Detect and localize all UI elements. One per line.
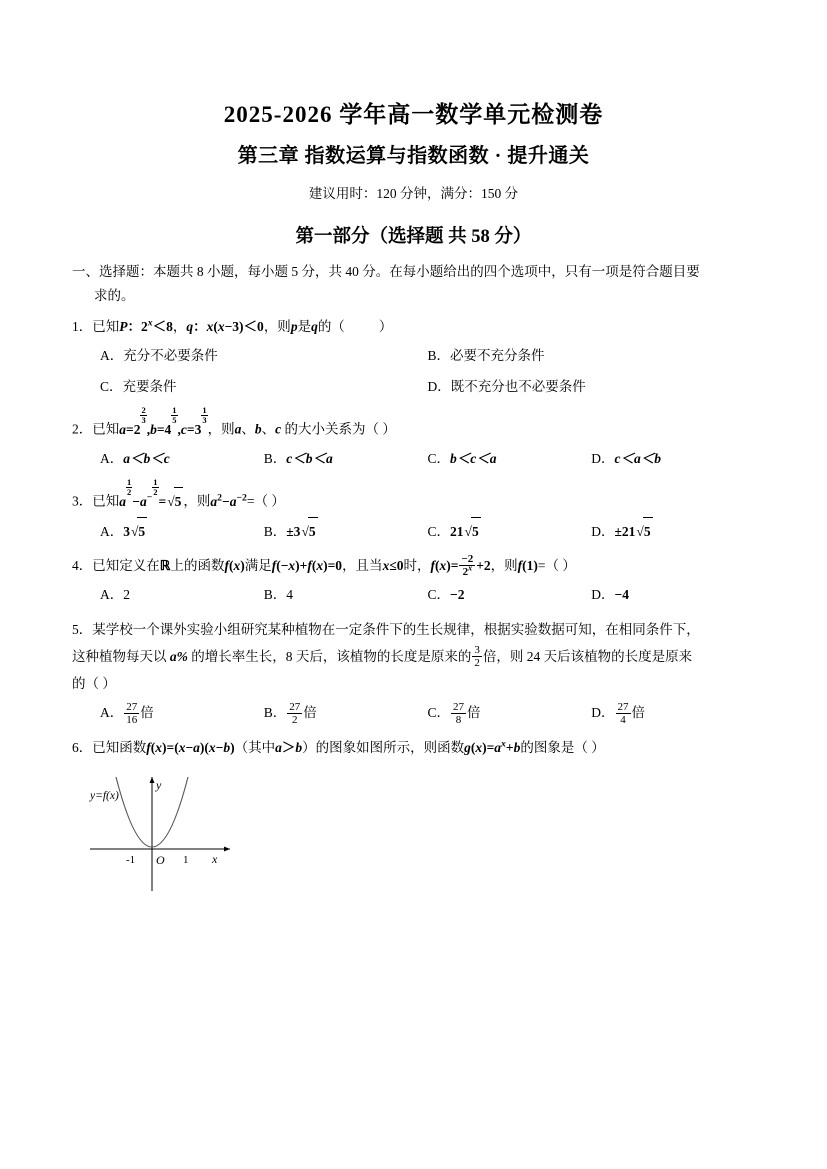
question-1-prefix: 已知 [92, 319, 120, 335]
part-one-title: 第一部分（选择题 共 58 分） [295, 227, 532, 247]
question-4-option-a[interactable]: A．2 [100, 587, 130, 603]
question-4-option-c[interactable]: C．−2 [427, 587, 465, 603]
question-3-option-b[interactable]: B．±3√5 [264, 517, 428, 546]
question-5-line-3: 的（ ） [72, 676, 116, 692]
question-5-line-2a: 这种植物每天以 a% 的增长率生长，8 天后，该植物的长度是原来的 $\frac{3}{2}$ 倍，则 24 天后该植物的长度是原来 [72, 644, 693, 670]
question-3-prefix: 已知 [92, 493, 120, 509]
question-1-options-2 [72, 373, 755, 401]
origin-label: O [156, 852, 165, 867]
x-axis-label: x [212, 851, 218, 866]
question-2-options [72, 445, 755, 473]
question-6-figure [82, 769, 755, 908]
question-2-option-a[interactable]: A．a＜b＜c [100, 450, 170, 466]
curve-label: y=f(x) [90, 789, 119, 802]
question-3 [72, 476, 755, 546]
instructions-line-2: 求的。 [94, 287, 135, 303]
tick-label-left: -1 [126, 853, 136, 866]
question-3-option-c[interactable]: C．21√5 [428, 517, 592, 546]
question-4-stem: 4．已知定义在ℝ上的函数f(x)满足f(−x)+f(x)=0，且当x≤0时，f(x)= $\frac{-2}{2^x}$ +2，则f(1)=（ ） [72, 553, 576, 579]
question-2-option-b[interactable]: B．c＜b＜a [263, 450, 333, 466]
question-3-options [72, 517, 755, 546]
section-instructions [72, 260, 755, 307]
question-2-stem: 2．已知a=2 $^{\frac{2}{3}}$ ,b=4 $^{\frac{1}{5}}$ ,c=3 $^{\frac{1}{3}}$ ，则a、b、c 的大小关系为（ ） [72, 404, 396, 437]
question-1-option-c[interactable]: C．充要条件 [100, 378, 177, 394]
question-4-number: 4． [72, 557, 93, 573]
question-5 [72, 616, 755, 728]
page-content [72, 96, 755, 908]
question-1-option-a[interactable]: A．充分不必要条件 [100, 348, 218, 364]
question-5-stem [72, 616, 755, 698]
question-2-expression: a=2 $^{\frac{2}{3}}$ ,b=4 $^{\frac{1}{5}}$ ,c=3 $^{\frac{1}{3}}$ [119, 404, 207, 437]
question-5-option-a[interactable]: A． $\frac{27}{16}$ 倍 [100, 700, 154, 726]
question-2-option-c[interactable]: C．b＜c＜a [427, 450, 497, 466]
question-5-option-d[interactable]: D． $\frac{27}{4}$ 倍 [591, 700, 645, 726]
question-4 [72, 552, 755, 610]
question-1-stem: 1．已知P：$2^x<8$，q：x(x−3)＜0，则p是q的（ ） [72, 317, 393, 335]
question-5-options [72, 699, 755, 727]
question-4-option-b[interactable]: B．4 [263, 587, 294, 603]
question-3-expression: a $^{\frac{1}{2}}$ $-a^{- \frac{1}{2}}$ =√5 [119, 494, 183, 509]
question-2-option-d[interactable]: D．c＜a＜b [591, 450, 661, 466]
question-6 [72, 734, 755, 908]
y-axis-label: y [156, 777, 162, 792]
question-4-option-d[interactable]: D．−4 [591, 587, 629, 603]
question-6-number: 6． [72, 739, 93, 755]
instructions-line-1: 一、选择题：本题共 8 小题，每小题 5 分，共 40 分。在每小题给出的四个选项中，只有一项是符合题目要 [72, 264, 700, 279]
question-1-option-d[interactable]: D．既不充分也不必要条件 [427, 378, 586, 394]
question-3-stem: 3．已知a $^{\frac{1}{2}}$ $-a^{- \frac{1}{2}}$ =√5 ，则$a^2-a^{-2}=$（ ） [72, 479, 755, 515]
tick-label-right: 1 [183, 853, 189, 866]
question-3-option-d[interactable]: D．±21√5 [591, 517, 755, 546]
question-5-option-c[interactable]: C． $\frac{27}{8}$ 倍 [427, 700, 481, 726]
question-5-number: 5． [72, 621, 93, 637]
question-1-options [72, 342, 755, 370]
question-2-prefix: 已知 [92, 421, 120, 437]
x-axis-arrow [224, 846, 230, 851]
question-3-option-a[interactable]: A．3√5 [100, 517, 264, 546]
question-1-number: 1． [72, 319, 93, 335]
question-5-line-1: 某学校一个课外实验小组研究某种植物在一定条件下的生长规律，根据实验数据可知，在相同条件下， [92, 621, 700, 637]
question-5-option-b[interactable]: B． $\frac{27}{2}$ 倍 [263, 700, 317, 726]
question-6-stem: 6．已知函数f(x)=(x−a)(x−b)（其中a＞b）的图象如图所示，则函数$g(x)=a^x+b$的图象是（ ） [72, 738, 605, 755]
page-title: 2025-2026 学年高一数学单元检测卷 [223, 102, 604, 127]
question-1-option-b[interactable]: B．必要不充分条件 [427, 348, 545, 364]
y-axis-arrow [150, 777, 155, 783]
question-2-number: 2． [72, 421, 93, 437]
question-2 [72, 404, 755, 473]
question-4-options [72, 581, 755, 609]
question-3-number: 3． [72, 493, 93, 509]
chapter-subtitle: 第三章 指数运算与指数函数 · 提升通关 [237, 145, 590, 167]
question-1 [72, 313, 755, 401]
exam-info: 建议用时：120 分钟，满分：150 分 [308, 186, 519, 201]
parabola-graph [82, 769, 262, 899]
